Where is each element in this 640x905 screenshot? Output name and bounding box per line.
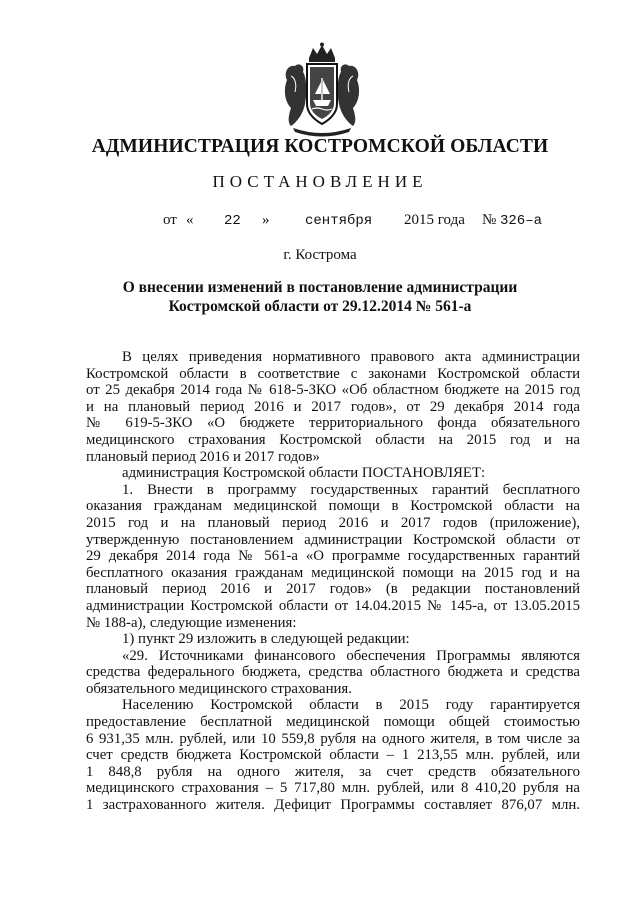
- body-line: средства федерального бюджета, средства областного бюджета и средства: [86, 664, 580, 681]
- body-line: от 25 декабря 2014 года № 618-5-ЗКО «Об областном бюджете на 2015 год: [86, 382, 580, 399]
- subject-line: О внесении изменений в постановление администрации: [122, 279, 518, 296]
- body-line: счет средств бюджета Костромской области – 1 213,55 млн. рублей, или: [86, 747, 580, 764]
- decree-body: [86, 349, 580, 814]
- body-line: № 188-а), следующие изменения:: [86, 614, 297, 631]
- date-close-quote: »: [262, 212, 270, 228]
- body-line: 6 931,35 млн. рублей, или 10 559,8 рубля на одного жителя, в том числе за: [86, 730, 580, 747]
- subject-line: Костромской области от 29.12.2014 № 561-а: [168, 298, 472, 315]
- decree-number-label: №: [482, 212, 497, 228]
- body-line: В целях приведения нормативного правового акта администрации: [122, 349, 580, 365]
- body-line: Костромской области в соответствие с законами Костромской области: [86, 365, 580, 382]
- date-year: 2015 года: [404, 212, 465, 228]
- body-line: плановый период 2016 и 2017 годов»: [86, 448, 320, 465]
- body-line: № 619-5-ЗКО «О бюджете территориального фонда обязательного: [86, 415, 580, 432]
- body-line: 29 декабря 2014 года № 561-а «О программе государственных гарантий: [86, 548, 580, 565]
- body-line: администрация Костромской области ПОСТАНОВЛЯЕТ:: [122, 465, 486, 482]
- date-day: 22: [224, 213, 241, 229]
- body-line: утвержденную постановлением администрации Костромской области от: [86, 531, 580, 548]
- body-line: плановый период 2016 и 2017 годов» (в редакции постановлений: [86, 581, 580, 598]
- date-open-quote: «: [186, 212, 194, 228]
- coat-of-arms-icon: [279, 42, 365, 137]
- body-line: администрации Костромской области от 14.04.2015 № 145-а, от 13.05.2015: [86, 597, 580, 614]
- decree-number: 326–а: [500, 213, 543, 229]
- body-line: и на плановый период 2016 и 2017 годов», от 29 декабря 2014 года: [86, 398, 580, 415]
- body-line: «29. Источниками финансового обеспечения Программы являются: [122, 647, 580, 664]
- body-line: оказания гражданам медицинской помощи в Костромской области на: [86, 498, 580, 515]
- date-month: сентября: [305, 213, 373, 229]
- body-line: 2015 год и на плановый период 2016 и 2017 годов (приложение),: [86, 514, 580, 531]
- decree-title: ПОСТАНОВЛЕНИЕ: [212, 172, 428, 191]
- body-line: медицинского страхования Костромской области на 2015 год и на: [86, 431, 580, 448]
- body-line: 1 застрахованного жителя. Дефицит Программы составляет 876,07 млн.: [86, 797, 580, 814]
- body-line: обязательного медицинского страхования.: [86, 680, 352, 697]
- body-line: медицинского страхования – 5 717,80 млн. рублей, или 8 410,20 рубля на: [86, 780, 580, 797]
- body-line: бесплатного оказания гражданам медицинской помощи на 2015 год и на: [86, 564, 580, 581]
- body-line: 1. Внести в программу государственных гарантий бесплатного: [122, 481, 580, 498]
- date-prefix: от: [163, 212, 177, 228]
- body-line: предоставление бесплатной медицинской помощи общей стоимостью: [86, 714, 580, 731]
- body-line: 1 848,8 рубля на одного жителя, за счет средств обязательного: [86, 763, 580, 780]
- body-line: Населению Костромской области в 2015 году гарантируется: [122, 697, 580, 714]
- organization-title: АДМИНИСТРАЦИЯ КОСТРОМСКОЙ ОБЛАСТИ: [91, 136, 549, 157]
- city-name: г. Кострома: [283, 247, 357, 263]
- body-line: 1) пункт 29 изложить в следующей редакции:: [122, 631, 410, 648]
- decree-subject: [0, 278, 640, 316]
